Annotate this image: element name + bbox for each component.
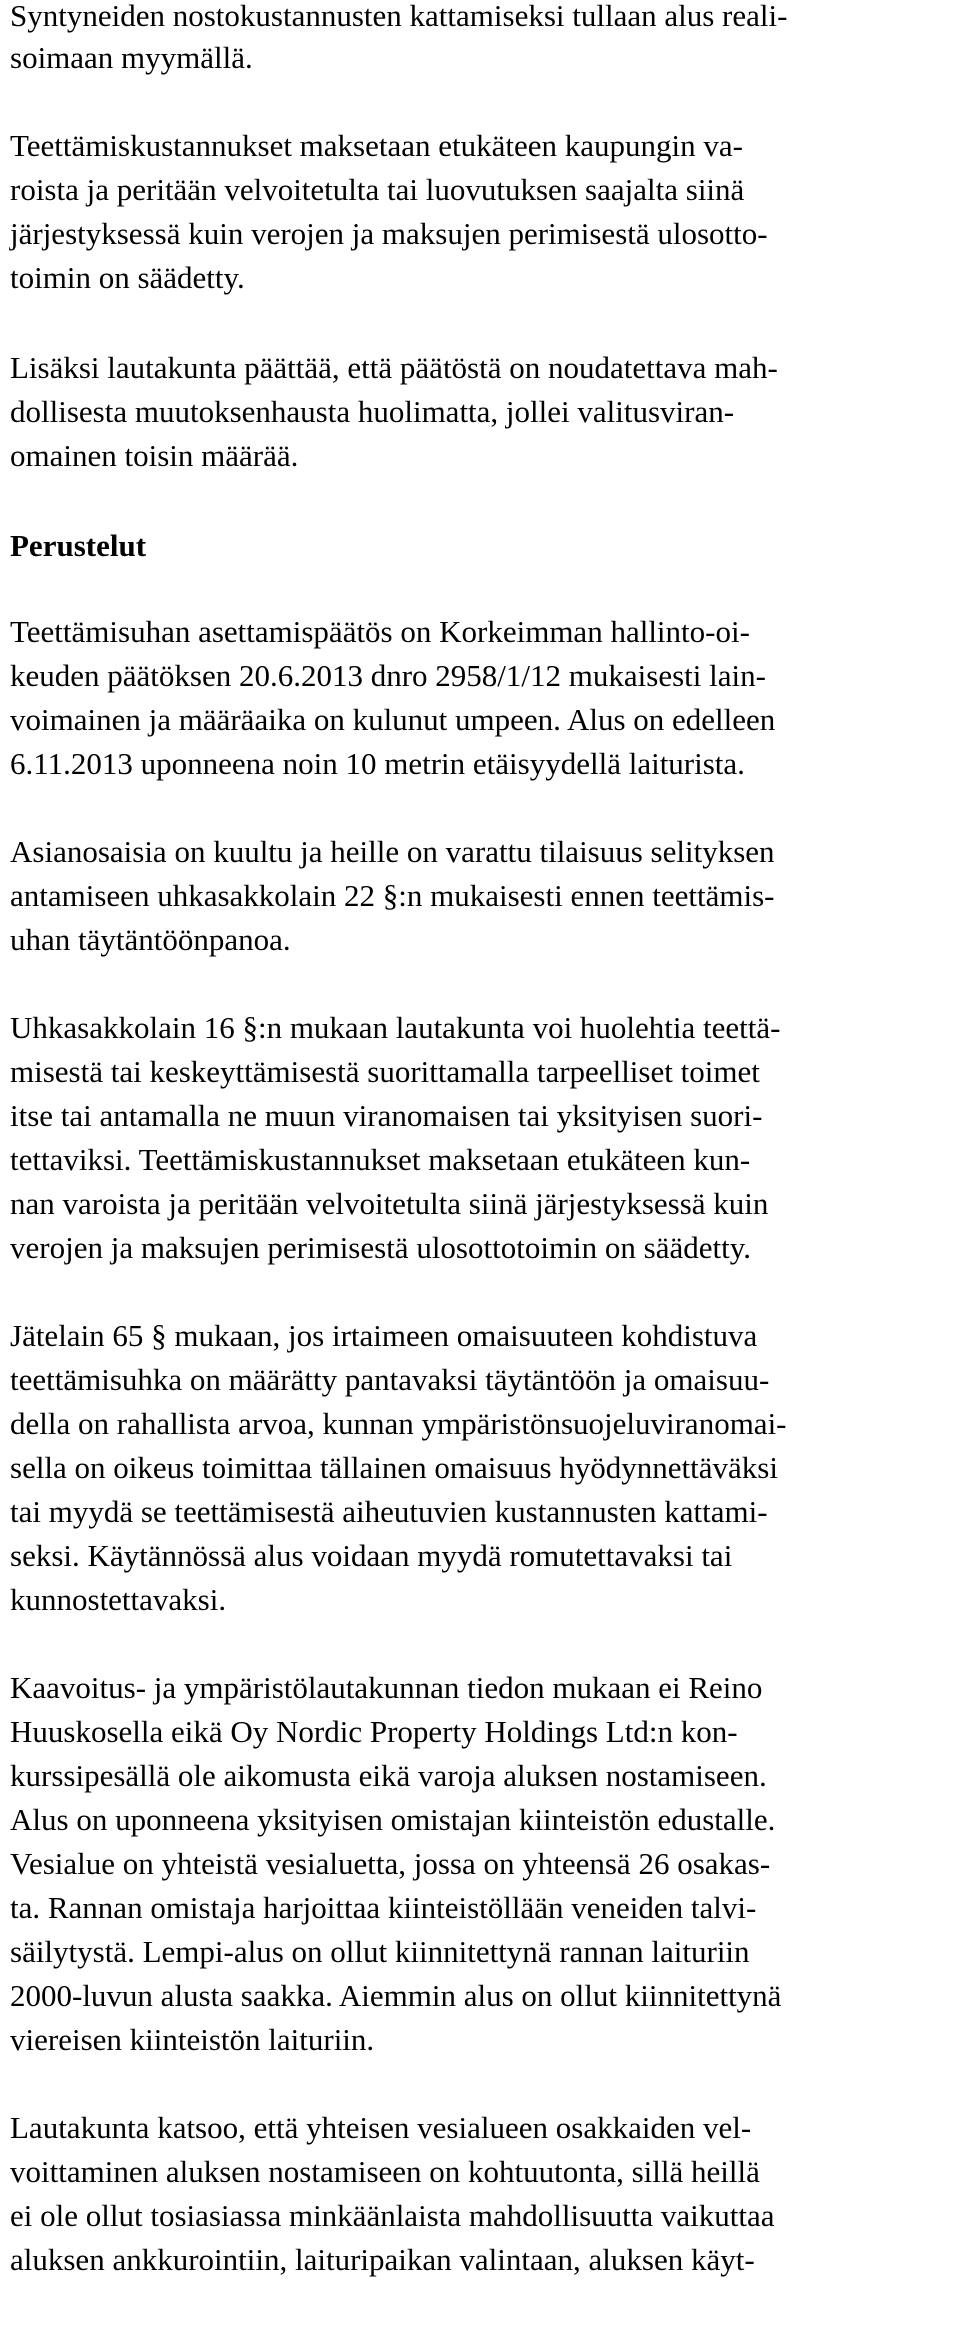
text-line: omainen toisin määrää. xyxy=(10,438,299,473)
text-line: Kaavoitus- ja ympäristölautakunnan tiedon mukaan ei Reino xyxy=(10,1670,763,1705)
text-line: antamiseen uhkasakkolain 22 §:n mukaisesti ennen teettämis- xyxy=(10,878,775,913)
text-line: nan varoista ja peritään velvoitetulta siinä järjestyksessä kuin xyxy=(10,1186,769,1221)
text-line: seksi. Käytännössä alus voidaan myydä romutettavaksi tai xyxy=(10,1538,733,1573)
text-line: misestä tai keskeyttämisestä suorittamalla tarpeelliset toimet xyxy=(10,1054,760,1089)
text-line: järjestyksessä kuin verojen ja maksujen perimisestä ulosotto- xyxy=(10,216,768,251)
text-line: Uhkasakkolain 16 §:n mukaan lautakunta voi huolehtia teettä- xyxy=(10,1010,781,1045)
text-line: ei ole ollut tosiasiassa minkäänlaista mahdollisuutta vaikuttaa xyxy=(10,2198,775,2233)
text-line: toimin on säädetty. xyxy=(10,260,245,295)
text-line: dollisesta muutoksenhausta huolimatta, jollei valitusviran- xyxy=(10,394,735,429)
text-line: 2000-luvun alusta saakka. Aiemmin alus on ollut kiinnitettynä xyxy=(10,1978,782,2013)
text-line: Teettämisuhan asettamispäätös on Korkeimman hallinto-oi- xyxy=(10,614,750,649)
text-line: viereisen kiinteistön laituriin. xyxy=(10,2022,375,2057)
text-line: säilytystä. Lempi-alus on ollut kiinnitettynä rannan laituriin xyxy=(10,1934,750,1969)
section-heading-perustelut: Perustelut xyxy=(10,528,147,563)
text-line: uhan täytäntöönpanoa. xyxy=(10,922,291,957)
text-line: Vesialue on yhteistä vesialuetta, jossa on yhteensä 26 osakas- xyxy=(10,1846,771,1881)
text-line: Jätelain 65 § mukaan, jos irtaimeen omaisuuteen kohdistuva xyxy=(10,1318,758,1353)
text-line: keuden päätöksen 20.6.2013 dnro 2958/1/12 mukaisesti lain- xyxy=(10,658,766,693)
text-line: tettaviksi. Teettämiskustannukset maksetaan etukäteen kun- xyxy=(10,1142,751,1177)
text-line: teettämisuhka on määrätty pantavaksi täytäntöön ja omaisuu- xyxy=(10,1362,770,1397)
text-line: voittaminen aluksen nostamiseen on kohtuutonta, sillä heillä xyxy=(10,2154,760,2189)
text-line: kunnostettavaksi. xyxy=(10,1582,227,1617)
text-line: Teettämiskustannukset maksetaan etukäteen kaupungin va- xyxy=(10,128,743,163)
text-line: verojen ja maksujen perimisestä ulosottotoimin on säädetty. xyxy=(10,1230,751,1265)
text-line: sella on oikeus toimittaa tällainen omaisuus hyödynnettäväksi xyxy=(10,1450,778,1485)
text-line: della on rahallista arvoa, kunnan ympäristönsuojeluviranomai- xyxy=(10,1406,787,1441)
text-line: kurssipesällä ole aikomusta eikä varoja aluksen nostamiseen. xyxy=(10,1758,767,1793)
text-line: voimainen ja määräaika on kulunut umpeen. Alus on edelleen xyxy=(10,702,776,737)
text-line: tai myydä se teettämisestä aiheutuvien kustannusten kattami- xyxy=(10,1494,768,1529)
text-line: 6.11.2013 uponneena noin 10 metrin etäisyydellä laiturista. xyxy=(10,746,745,781)
text-line: Lisäksi lautakunta päättää, että päätöstä on noudatettava mah- xyxy=(10,350,778,385)
text-line: itse tai antamalla ne muun viranomaisen tai yksityisen suori- xyxy=(10,1098,763,1133)
text-line: aluksen ankkurointiin, laituripaikan valintaan, aluksen käyt- xyxy=(10,2242,755,2277)
text-line: soimaan myymällä. xyxy=(10,40,253,75)
text-line: Asianosaisia on kuultu ja heille on varattu tilaisuus selityksen xyxy=(10,834,775,869)
text-line: roista ja peritään velvoitetulta tai luovutuksen saajalta siinä xyxy=(10,172,745,207)
text-line: Syntyneiden nostokustannusten kattamiseksi tullaan alus reali- xyxy=(10,0,788,33)
text-line: Alus on uponneena yksityisen omistajan kiinteistön edustalle. xyxy=(10,1802,776,1837)
text-line: Huuskosella eikä Oy Nordic Property Holdings Ltd:n kon- xyxy=(10,1714,738,1749)
text-line: Lautakunta katsoo, että yhteisen vesialueen osakkaiden vel- xyxy=(10,2110,752,2145)
text-line: ta. Rannan omistaja harjoittaa kiinteistöllään veneiden talvi- xyxy=(10,1890,757,1925)
